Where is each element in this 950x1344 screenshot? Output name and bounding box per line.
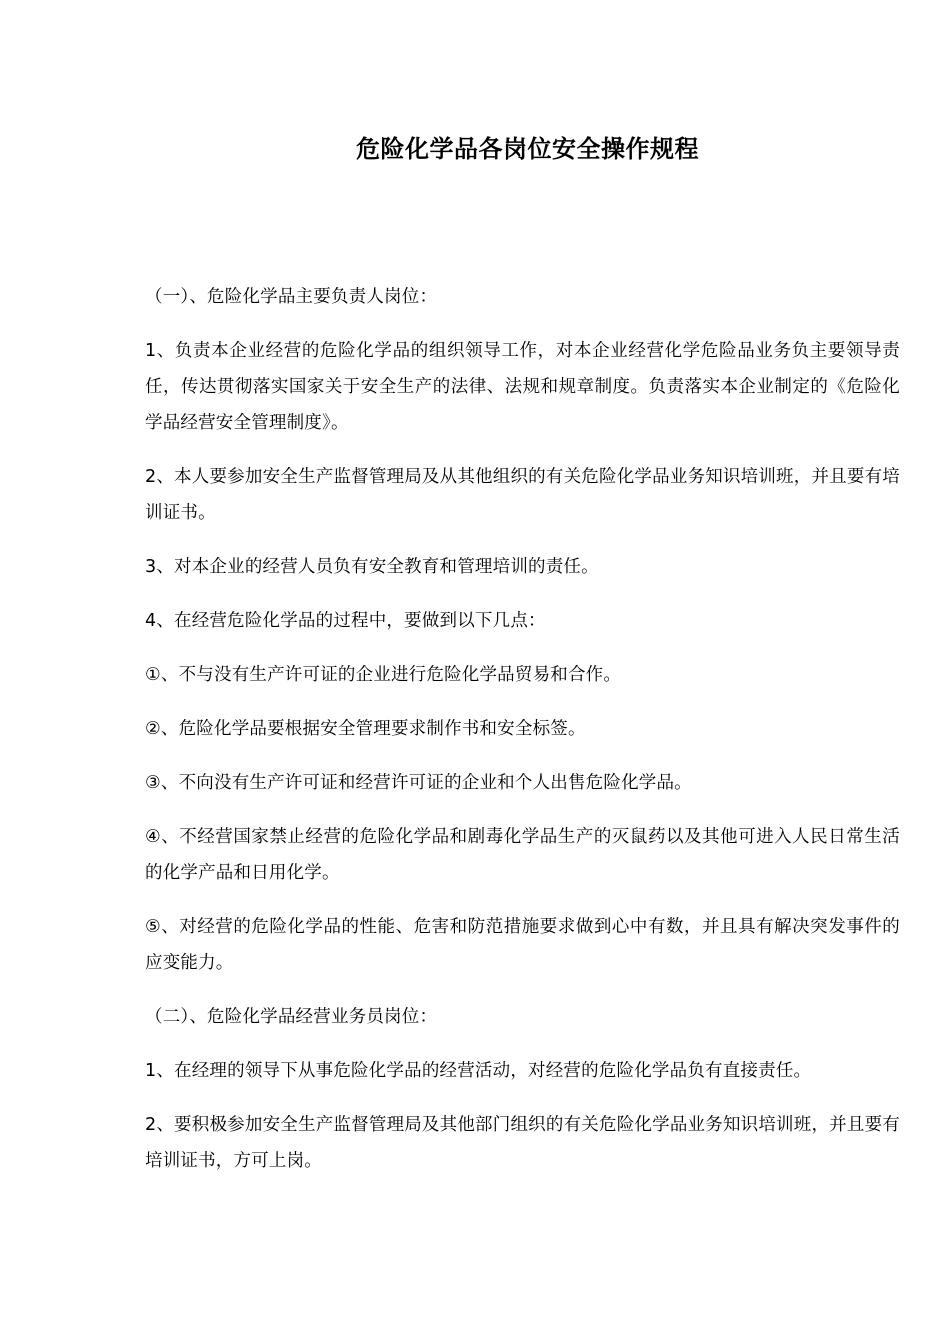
list-item: ⑤、对经营的危险化学品的性能、危害和防范措施要求做到心中有数，并且具有解决突发事件的应变能力。 [145,917,900,973]
list-item: ①、不与没有生产许可证的企业进行危险化学品贸易和合作。 [145,665,622,685]
document-body [145,279,900,1197]
list-item: ④、不经营国家禁止经营的危险化学品和剧毒化学品生产的灭鼠药以及其他可进入人民日常生活的化学产品和日用化学。 [145,827,900,883]
document-title: 危险化学品各岗位安全操作规程 [356,135,699,163]
paragraph: 2、本人要参加安全生产监督管理局及从其他组织的有关危险化学品业务知识培训班，并且要有培训证书。 [145,467,900,523]
paragraph: 1、负责本企业经营的危险化学品的组织领导工作，对本企业经营化学危险品业务负主要领导责任，传达贯彻落实国家关于安全生产的法律、法规和规章制度。负责落实本企业制定的《危险化学品经营安全管理制度》。 [145,341,900,433]
list-item: ③、不向没有生产许可证和经营许可证的企业和个人出售危险化学品。 [145,773,692,793]
section-heading-2: （二）、危险化学品经营业务员岗位： [145,1007,438,1027]
paragraph: 3、对本企业的经营人员负有安全教育和管理培训的责任。 [145,557,599,577]
list-item: ②、危险化学品要根据安全管理要求制作书和安全标签。 [145,719,586,739]
paragraph: 4、在经营危险化学品的过程中，要做到以下几点： [145,611,546,631]
paragraph: 1、在经理的领导下从事危险化学品的经营活动，对经营的危险化学品负有直接责任。 [145,1061,812,1081]
paragraph: 2、要积极参加安全生产监督管理局及其他部门组织的有关危险化学品业务知识培训班，并且要有培训证书，方可上岗。 [145,1115,900,1171]
section-heading-1: （一）、危险化学品主要负责人岗位： [145,287,438,307]
